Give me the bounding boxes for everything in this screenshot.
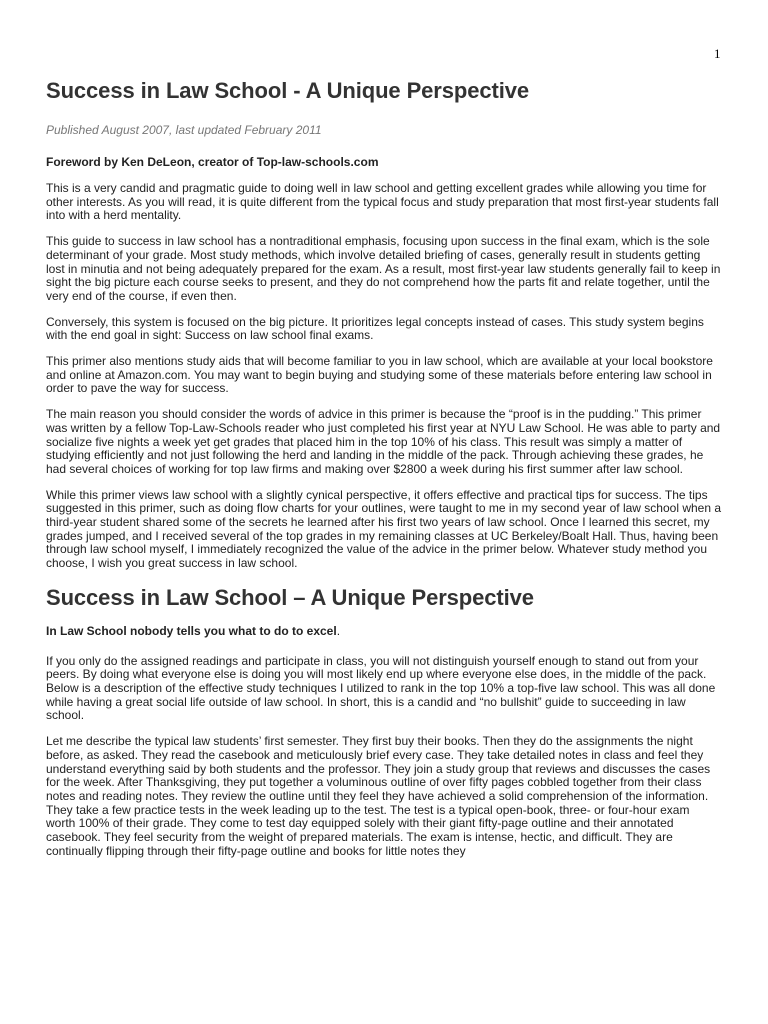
section-lead	[46, 625, 722, 639]
section-lead-text: In Law School nobody tells you what to do to excel	[46, 623, 337, 638]
section-title: Success in Law School – A Unique Perspective	[46, 584, 534, 610]
article-title: Success in Law School - A Unique Perspective	[46, 78, 530, 103]
paragraph: This is a very candid and pragmatic guide to doing well in law school and getting excellent grades while allowing you time for other interests. As you will read, it is quite different from the typical focus and study preparation that most first-year students fall into with a herd mentality.	[46, 181, 719, 223]
article-body	[46, 76, 722, 870]
section-lead-end: .	[336, 623, 341, 638]
paragraph: If you only do the assigned readings and participate in class, you will not distinguish yourself enough to stand out from your peers. By doing what everyone else is doing you will most likely end up where everyone else does, in the middle of the pack. Below is a description of the effective study techniques I utilized to rank in the top 10% a top-five law school. This was all done while having a great social life outside of law school. In short, this is a candid and “no bullshit” guide to succeeding in law school.	[46, 653, 716, 723]
foreword-heading: Foreword by Ken DeLeon, creator of Top-law-schools.com	[46, 155, 379, 169]
paragraph: Conversely, this system is focused on the big picture. It prioritizes legal concepts instead of cases. This study system begins with the end goal in sight: Success on law school final exams.	[46, 314, 704, 343]
paragraph: Let me describe the typical law students’ first semester. They first buy their books. Then they do the assignments the night before, as asked. They read the casebook and meticulously brief every case. They take detailed notes in class and feel they understand everything said by both students and the professor. They join a study group that reviews and discusses the cases for the week. After Thanksgiving, they put together a voluminous outline of over fifty pages cobbled together from their class notes and reading notes. They review the outline until they feel they have achieved a solid comprehension of the information. They take a few practice tests in the week leading up to the test. The test is a typical open-book, three- or four-hour exam worth 100% of their grade. They come to test day equipped solely with their giant fifty-page outline and their annotated casebook. They feel security from the weight of prepared materials. The exam is intense, hectic, and difficult. They are continually flipping through their fifty-page outline and books for little notes they	[46, 734, 711, 858]
paragraph: While this primer views law school with a slightly cynical perspective, it offers effective and practical tips for success. The tips suggested in this primer, such as doing flow charts for your outlines, were taught to me in my second year of law school when a third-year student shared some of the secrets he learned after his first two years of law school. Once I learned this secret, my grades jumped, and I received several of the top grades in my remaining classes at UC Berkeley/Boalt Hall. Thus, having been through law school myself, I immediately recognized the value of the advice in the primer below. Whatever study method you choose, I wish you great success in law school.	[46, 487, 722, 571]
paragraph: This primer also mentions study aids that will become familiar to you in law school, which are available at your local bookstore and online at Amazon.com. You may want to begin buying and studying some of these materials before entering law school in order to pave the way for success.	[46, 354, 713, 396]
page-number: 1	[714, 46, 721, 61]
publish-info: Published August 2007, last updated February 2011	[46, 123, 322, 137]
paragraph: The main reason you should consider the words of advice in this primer is because the “proof is in the pudding.” This primer was written by a fellow Top-Law-Schools reader who just completed his first year at NYU Law School. He was able to party and socialize five nights a week yet get grades that placed him in the top 10% of his class. This result was simply a matter of studying efficiently and not just following the herd and landing in the middle of the pack. Through achieving these grades, he had several choices of working for top law firms and making over $2800 a week during his first summer after law school.	[46, 407, 721, 476]
paragraph: This guide to success in law school has a nontraditional emphasis, focusing upon success in the final exam, which is the sole determinant of your grade. Most study methods, which involve detailed briefing of cases, generally result in students getting lost in minutia and not being adequately prepared for the exam. As a result, most first-year law students generally fail to keep in sight the big picture each course seeks to present, and they do not comprehend how the parts fit and relate together, until the very end of the course, if even then.	[46, 234, 721, 303]
